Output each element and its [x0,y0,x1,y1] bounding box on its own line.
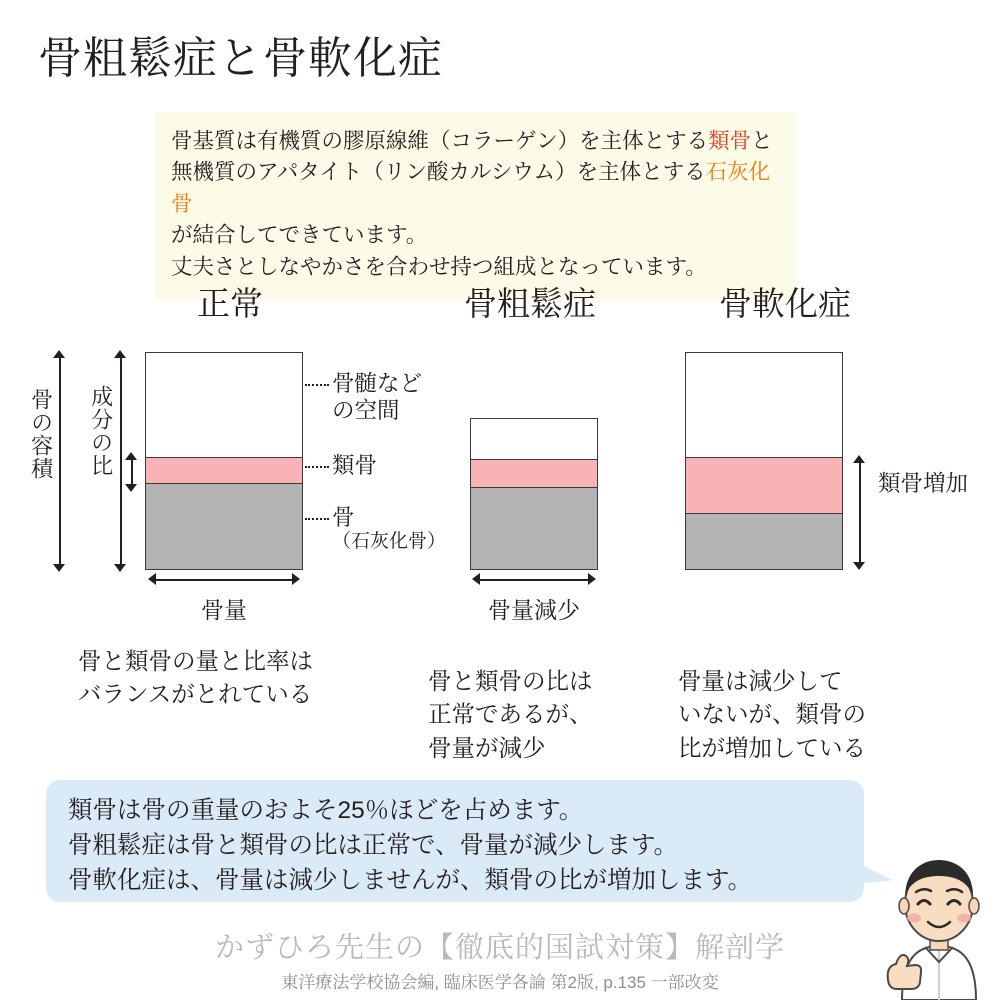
footer-source: 東洋療法学校協会編, 臨床医学各論 第2版, p.135 一部改変 [281,973,719,992]
arrow-bone-mass-osteoporosis [472,572,596,587]
caption-osteomalacia-line3: 比が増加している [678,734,866,761]
intro-note-box [155,112,795,299]
label-bone-mass-normal: 骨量 [201,597,247,623]
intro-line-1 [171,126,779,157]
speech-bubble-line3: 骨軟化症は、骨量は減少しませんが、類骨の比が増加します。 [68,866,753,894]
intro-line-1-text-b: と [751,129,773,153]
caption-normal-line2: バランスがとれている [78,681,313,708]
caption-osteomalacia [678,665,928,765]
caption-osteoporosis-line3: 骨量が減少 [428,734,546,761]
callout-marrow-space-line2: の空間 [332,398,400,423]
callout-osteoid: 類骨 [332,453,378,478]
leader-line-mineralized-bone [305,518,329,520]
caption-osteoporosis-line2: 正常であるが、 [428,701,593,728]
callout-mineralized-bone-main: 骨 [332,505,355,530]
caption-osteoporosis [428,665,658,765]
callout-mineralized-bone-sub: （石灰化骨） [332,531,447,552]
intro-highlight-mineralized: 石灰化骨 [171,160,771,216]
callout-marrow-space-line1: 骨髄など [332,371,423,396]
intro-line-4: 丈夫さとしなやかさを合わせ持つ組成となっています。 [171,254,707,279]
caption-osteomalacia-line1: 骨量は減少して [678,668,843,694]
speech-bubble-line2: 骨粗鬆症は骨と類骨の比は正常で、骨量が減少します。 [68,831,679,859]
speech-bubble [46,780,864,902]
bar-normal-segment-mineralized-bone [146,483,302,570]
bar-osteomalacia-segment-mineralized-bone [686,513,842,570]
arrow-bone-mass-normal [148,572,300,587]
bar-normal [145,352,303,570]
callout-osteoid-increase: 類骨増加 [878,471,969,496]
bar-osteoporosis-segment-osteoid [471,459,597,487]
intro-line-2-text-a: 無機質のアパタイト（リン酸カルシウム）を主体とする [171,160,706,185]
intro-highlight-osteoid: 類骨 [708,129,752,153]
column-heading-osteoporosis: 骨粗鬆症 [464,285,596,322]
intro-line-2 [171,157,779,220]
bar-osteoporosis-segment-mineralized-bone [471,487,597,570]
bar-osteoporosis-segment-marrow-space [471,419,597,459]
bar-normal-segment-osteoid [146,457,302,483]
callout-mineralized-bone [332,504,446,554]
axis-label-composition-ratio: 成分の比 [88,385,114,477]
caption-osteomalacia-line2: いないが、類骨の [678,701,866,728]
arrow-total-bone-volume [52,350,67,572]
label-bone-mass-osteoporosis: 骨量減少 [488,597,580,623]
leader-line-osteoid [305,466,329,468]
page-title: 骨粗鬆症と骨軟化症 [38,34,443,83]
bar-osteoporosis [470,418,598,570]
intro-line-1-text-a: 骨基質は有機質の膠原線維（コラーゲン）を主体とする [171,129,709,153]
caption-osteoporosis-line1: 骨と類骨の比は [428,668,593,694]
bar-osteomalacia [685,352,843,570]
column-heading-normal: 正常 [197,285,263,322]
speech-bubble-line1: 類骨は骨の重量のおよそ25％ほどを占めます。 [68,797,584,824]
leader-line-marrow-space [305,384,329,386]
footer-brand: かずひろ先生の【徹底的国試対策】解剖学 [214,932,785,964]
caption-normal [78,645,348,712]
bar-osteomalacia-segment-osteoid [686,457,842,513]
axis-label-total-volume: 骨の容積 [28,388,54,480]
arrow-osteoid-increase [852,455,867,570]
caption-normal-line1: 骨と類骨の量と比率は [78,648,313,674]
callout-marrow-space [332,370,422,424]
bar-osteomalacia-segment-marrow-space [686,353,842,457]
column-heading-osteomalacia: 骨軟化症 [719,285,851,322]
bar-normal-segment-marrow-space [146,353,302,457]
intro-line-3: が結合してできています。 [171,223,428,248]
arrow-osteoid-normal-thickness [124,452,139,492]
